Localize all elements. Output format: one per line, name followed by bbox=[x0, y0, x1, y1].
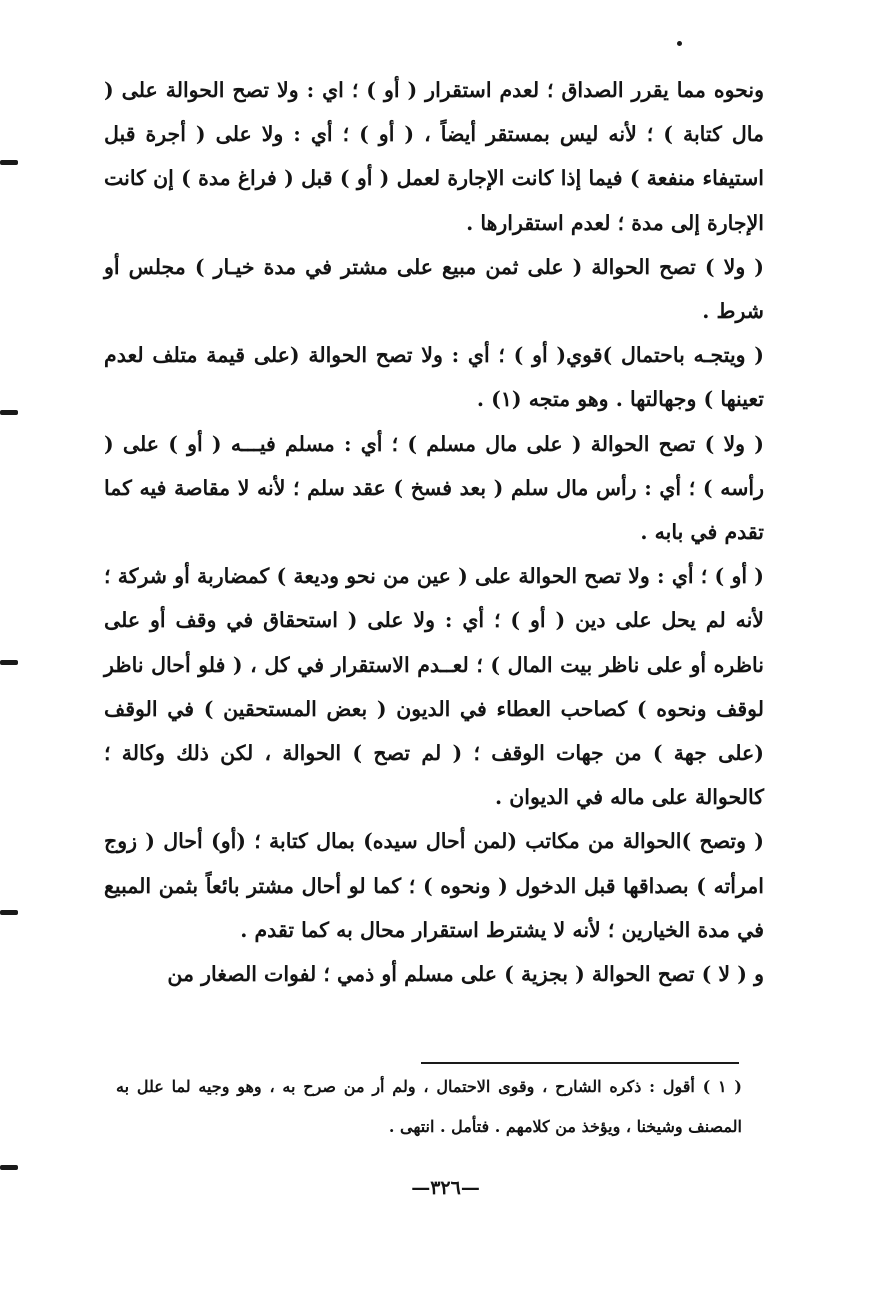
margin-mark bbox=[0, 1165, 18, 1170]
margin-mark bbox=[0, 910, 18, 915]
paragraph: ( ولا ) تصح الحوالة ( على مال مسلم ) ؛ أي : مسلم فيـــه ( أو ) على ( رأسه ) ؛ أي : رأس مال سلم ( بعد فسخ ) عقد سلم ؛ لأنه لا مقاصة فيه كما تقدم في بابه . bbox=[104, 431, 764, 545]
margin-mark bbox=[0, 660, 18, 665]
paragraph: و ( لا ) تصح الحوالة ( بجزية ) على مسلم أو ذمي ؛ لفوات الصغار من bbox=[167, 962, 764, 987]
paragraph: ( وتصح )الحوالة من مكاتب (لمن أحال سيده) بمال كتابة ؛ (أو) أحال ( زوج امرأته ) بصداقها قبل الدخول ( ونحوه ) ؛ كما لو أحال مشتر بائعاً بثمن المبيع في مدة الخيارين ؛ لأنه لا يشترط استقرار محال به كما تقدم . bbox=[104, 829, 764, 942]
page-number: —٣٢٦— bbox=[411, 1177, 480, 1199]
margin-mark bbox=[0, 410, 18, 415]
margin-mark bbox=[0, 160, 18, 165]
footnote-separator bbox=[421, 1062, 739, 1064]
main-text bbox=[104, 68, 764, 996]
paragraph: ( أو ) ؛ أي : ولا تصح الحوالة على ( عين من نحو وديعة ) كمضاربة أو شركة ؛ لأنه لم يحل على دين ( أو ) ؛ أي : ولا على ( استحقاق في وقف أو على ناظره أو على ناظر بيت المال ) ؛ لعــدم الاستقرار في كل ، ( فلو أحال ناظر لوقف ونحوه ) كصاحب العطاء في الديون ( بعض المستحقين ) في الوقف (على جهة ) من جهات الوقف ؛ ( لم تصح ) الحوالة ، لكن ذلك وكالة ؛ كالحوالة على ماله في الديوان . bbox=[104, 564, 764, 810]
paragraph: ونحوه مما يقرر الصداق ؛ لعدم استقرار ( أو ) ؛ اي : ولا تصح الحوالة على ( مال كتابة ) ؛ لأنه ليس بمستقر أيضاً ، ( أو ) ؛ أي : ولا على ( أجرة قبل استيفاء منفعة ) فيما إذا كانت الإجارة لعمل ( أو ) قبل ( فراغ مدة ) إن كانت الإجارة إلى مدة ؛ لعدم استقرارها . bbox=[104, 78, 764, 235]
footnote-text: ( ١ ) أقول : ذكره الشارح ، وقوى الاحتمال ، ولم أر من صرح به ، وهو وجيه لما علل به المصنف وشيخنا ، ويؤخذ من كلامهم . فتأمل . انتهى . bbox=[116, 1077, 742, 1136]
footnote bbox=[116, 1067, 742, 1147]
top-dot bbox=[677, 41, 682, 46]
paragraph: ( ولا ) تصح الحوالة ( على ثمن مبيع على مشتر في مدة خيـار ) مجلس أو شرط . bbox=[104, 254, 764, 324]
paragraph: ( ويتجـه باحتمال )قوي( أو ) ؛ أي : ولا تصح الحوالة (على قيمة متلف لعدم تعينها ) وجهالتها . وهو متجه (١) . bbox=[104, 343, 764, 412]
